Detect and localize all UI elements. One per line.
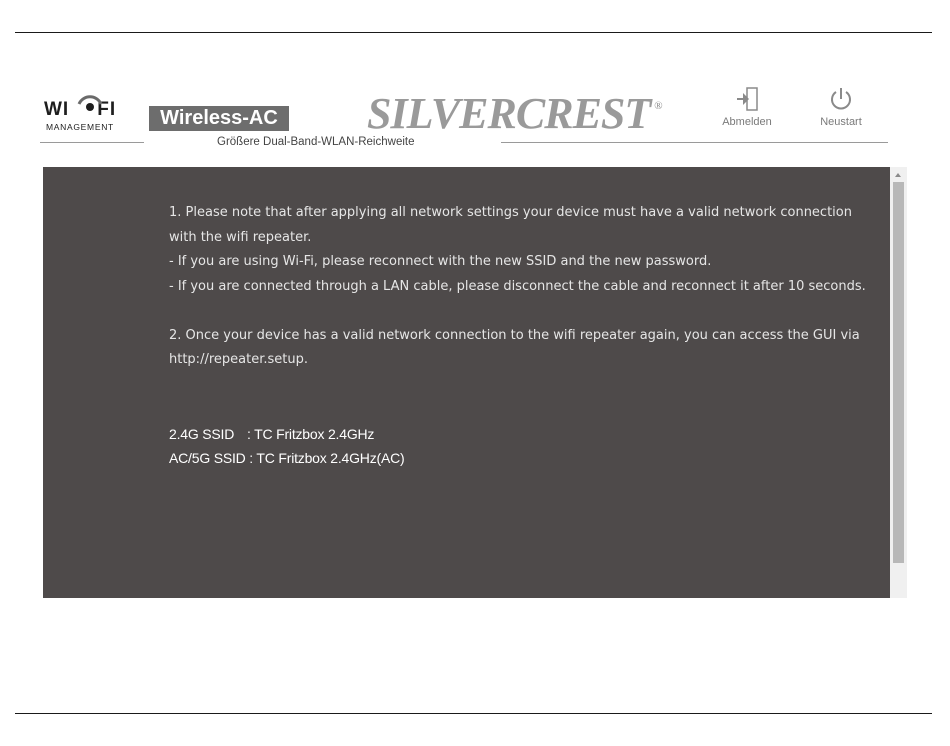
scrollbar-thumb[interactable] [893,182,904,563]
instruction-wifi-reconnect: - If you are using Wi-Fi, please reconnect with the new SSID and the new password. [169,254,712,269]
instructions-text [169,201,879,471]
content-panel [43,167,890,598]
page-bottom-rule [15,713,932,714]
page-top-rule [15,32,932,33]
silvercrest-logo [367,88,662,139]
logout-icon [734,86,760,112]
instruction-paragraph-2: 2. Once your device has a valid network connection to the wifi repeater again, you can access the GUI via http://repeater.setup. [169,327,860,367]
ssid-24-value: TC Fritzbox 2.4GHz [254,425,375,442]
instruction-lan-reconnect: - If you are connected through a LAN cable, please disconnect the cable and reconnect it after 10 seconds. [169,278,866,294]
power-icon [828,86,854,112]
logout-label: Abmelden [722,116,772,128]
ssid-5g-separator: : [245,450,257,466]
restart-label: Neustart [820,116,862,128]
wifi-management-logo [44,95,128,135]
scroll-up-arrow-icon[interactable] [895,173,901,177]
wireless-ac-badge: Wireless-AC [149,106,289,131]
wifi-signal-icon [77,95,103,113]
ssid-24-label: 2.4G SSID [169,425,235,442]
restart-button[interactable] [808,86,874,128]
header-divider-right [501,142,888,143]
wifi-logo-subtitle: MANAGEMENT [46,122,114,132]
brand-registered-mark: ® [654,100,662,112]
header-divider-left [40,142,144,143]
ssid-24-separator: : [247,425,255,442]
ssid-5g-label: AC/5G SSID [169,450,246,466]
wireless-ac-subtitle: Größere Dual-Band-WLAN-Reichweite [217,136,415,148]
wifi-logo-word-left: WI [44,99,70,120]
vertical-scrollbar[interactable] [890,167,907,598]
ssid-24-row [169,422,879,447]
ssid-5g-value: TC Fritzbox 2.4GHz(AC) [256,450,405,466]
instruction-paragraph-1: 1. Please note that after applying all network settings your device must have a valid network connection with the wifi repeater. [169,205,852,245]
logout-button[interactable] [714,86,780,128]
ssid-5g-row [169,446,879,471]
wifi-logo-word-right: FI [97,99,117,120]
brand-name: SILVERCREST [367,89,651,138]
